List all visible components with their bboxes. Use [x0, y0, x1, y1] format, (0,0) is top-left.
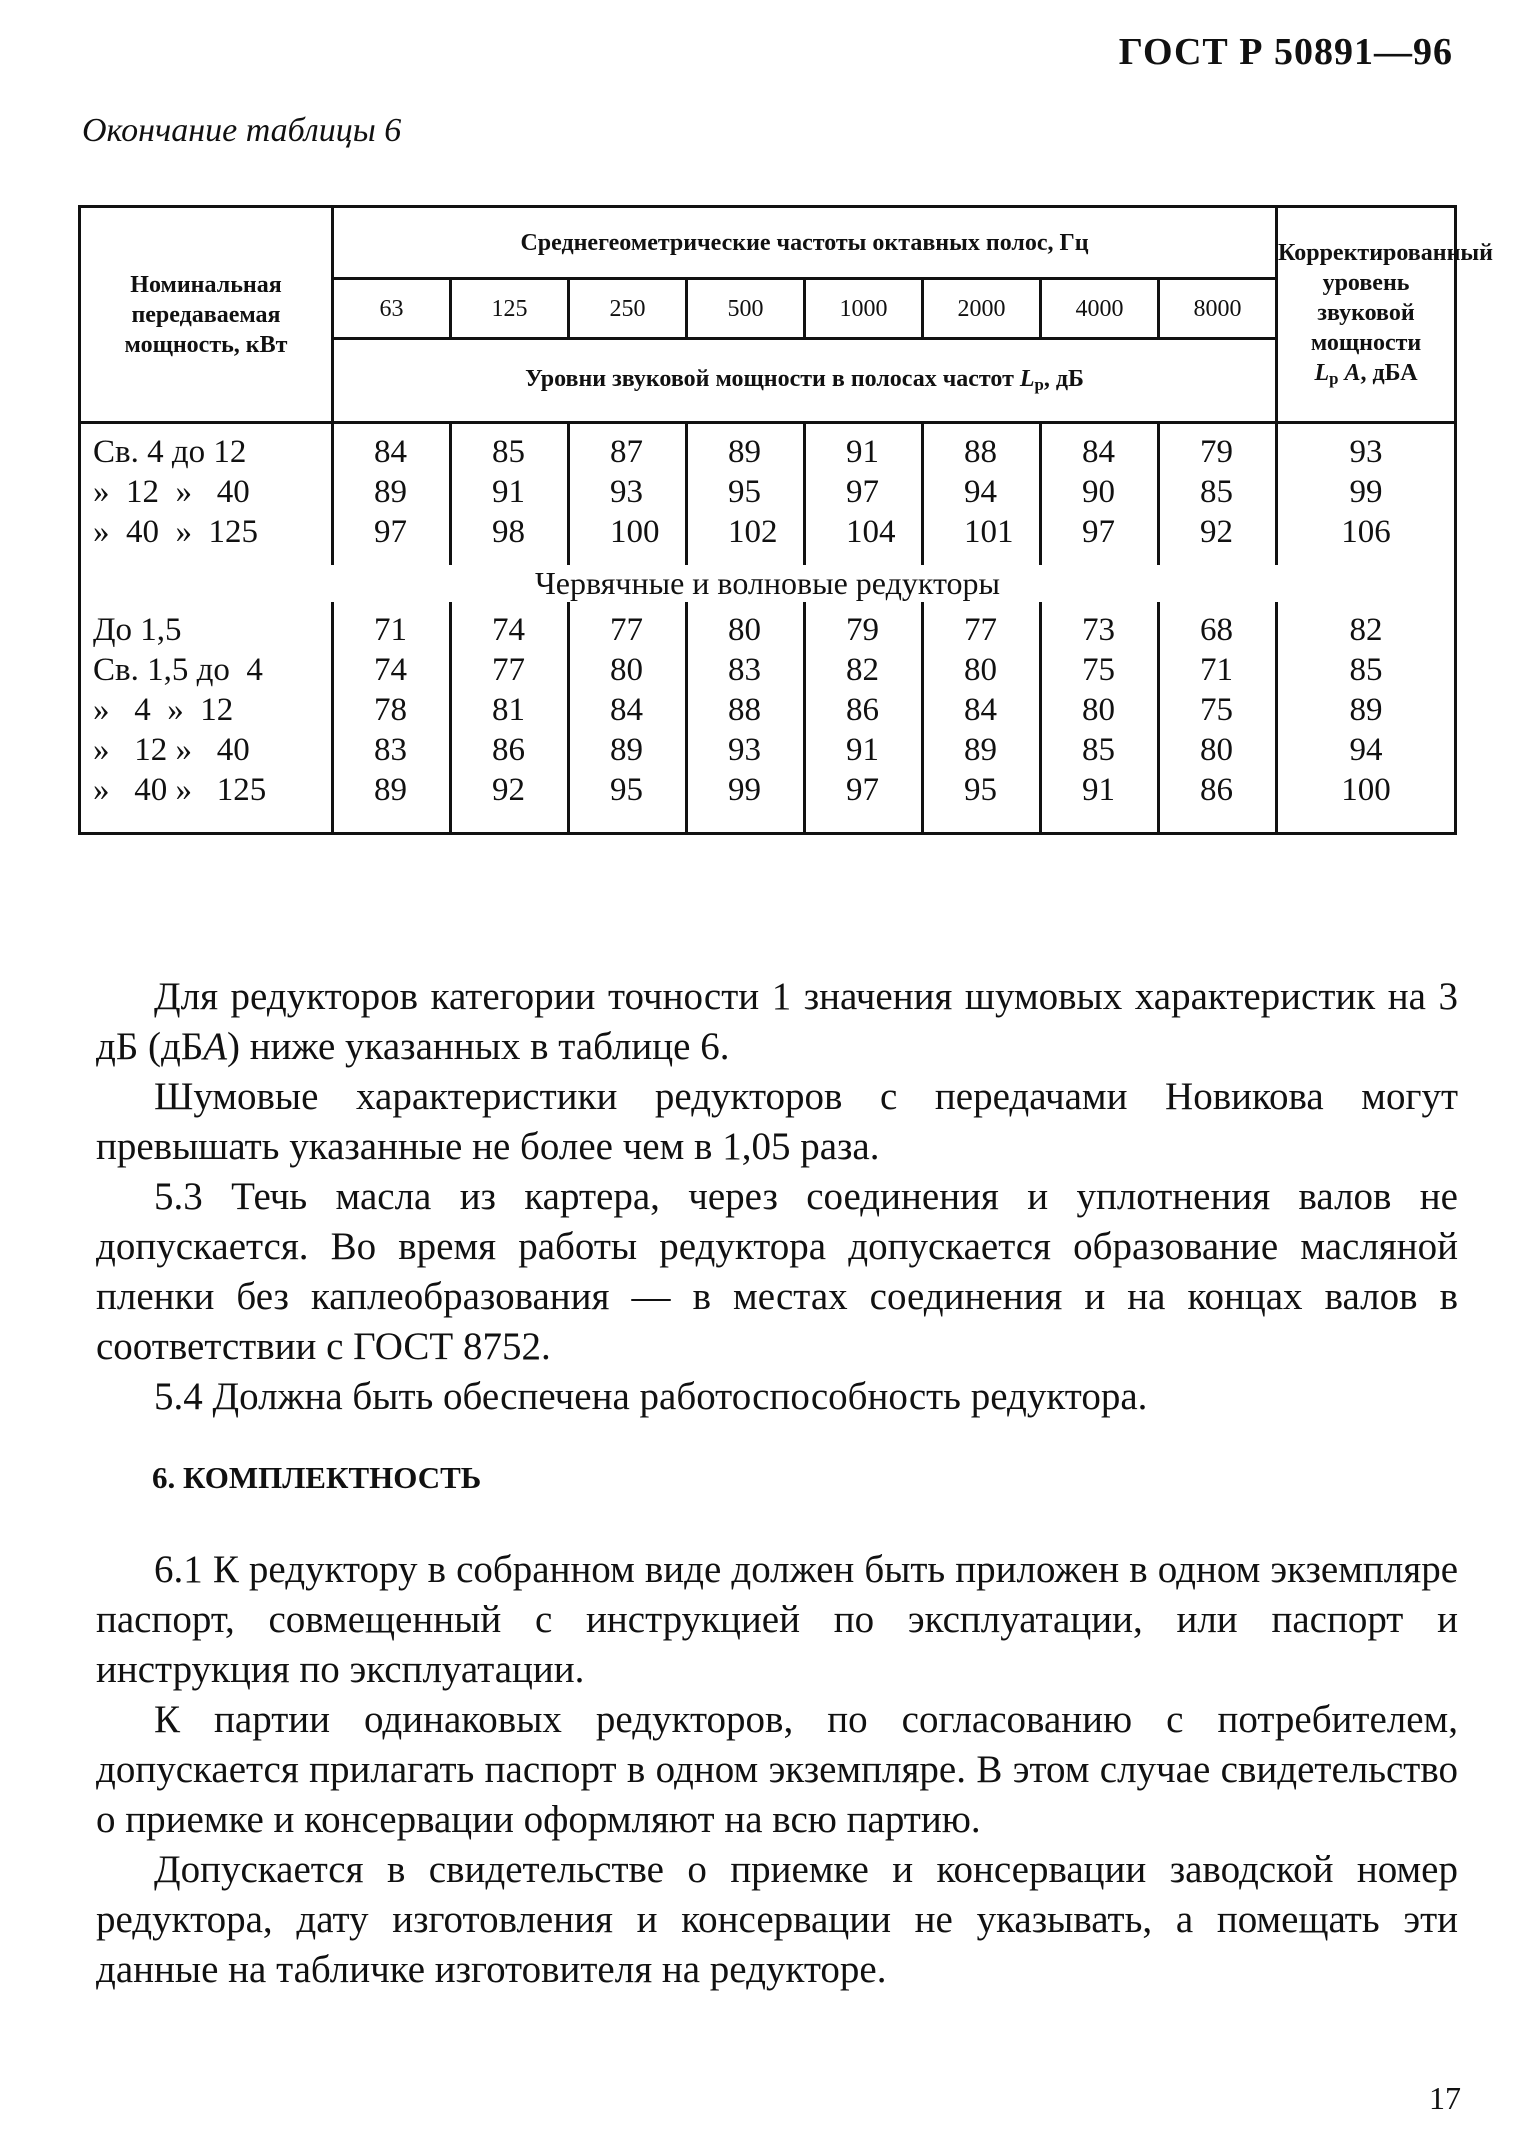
power-range-label: » 12 » 40 [93, 474, 250, 510]
paragraph-accuracy-class-italic: А [203, 1025, 228, 1068]
sound-level-value: 84 [610, 691, 643, 728]
sound-level-value: 95 [610, 771, 643, 808]
sound-level-column [333, 423, 451, 565]
sound-level-value: 88 [728, 691, 761, 728]
frequency-cell: 4000 [1041, 279, 1159, 339]
sound-level-value: 89 [374, 771, 407, 808]
corrected-level-header [1277, 207, 1493, 423]
sound-level-value: 80 [1200, 731, 1233, 768]
body-text-lower [96, 1545, 1458, 1995]
sound-level-column [687, 602, 805, 834]
paragraph-novikov: Шумовые характеристики редукторов с передачами Новикова могут превышать указанные не более чем в 1,05 раза. [96, 1075, 1458, 1168]
sound-level-value: 82 [846, 651, 879, 688]
page-number: 17 [1429, 2080, 1461, 2116]
sound-level-value: 77 [492, 651, 525, 688]
sound-level-value: 90 [1082, 474, 1115, 510]
paragraph-6-1: 6.1 К редуктору в собранном виде должен быть приложен в одном экземпляре паспорт, совмещенный с инструкцией по эксплуатации, или паспорт и инструкция по эксплуатации. [96, 1548, 1458, 1691]
group1-row [80, 423, 1456, 565]
sound-level-value: 94 [964, 474, 997, 510]
corrected-subscript: р [1329, 369, 1339, 389]
sound-level-value: 83 [374, 731, 407, 768]
power-range-label: Св. 4 до 12 [93, 434, 247, 470]
sound-level-value: 77 [964, 611, 997, 648]
corrected-level-value: 82 [1349, 611, 1383, 648]
document-standard-header: ГОСТ Р 50891—96 [1118, 31, 1453, 73]
sound-level-value: 92 [492, 771, 525, 808]
sound-level-value: 77 [610, 611, 643, 648]
sound-level-column [923, 602, 1041, 834]
sound-level-value: 73 [1082, 611, 1115, 648]
power-range-label: До 1,5 [93, 611, 182, 648]
sound-level-value: 71 [374, 611, 407, 648]
sound-level-value: 80 [964, 651, 997, 688]
noise-levels-table [78, 205, 1493, 835]
sound-level-value: 97 [1082, 514, 1115, 550]
sound-level-value: 88 [964, 434, 997, 470]
sound-level-value: 85 [1082, 731, 1115, 768]
sound-level-column [333, 602, 451, 834]
power-range-label: » 40 » 125 [93, 514, 258, 550]
frequency-cell: 250 [569, 279, 687, 339]
corrected-symbol: L [1314, 360, 1330, 387]
sound-level-column [569, 602, 687, 834]
sound-level-value: 99 [728, 771, 761, 808]
power-range-label: » 40 » 125 [93, 771, 267, 808]
sound-level-column [1041, 423, 1159, 565]
sound-level-column [451, 602, 569, 834]
sound-level-value: 81 [492, 691, 525, 728]
sound-level-value: 74 [374, 651, 407, 688]
sound-level-value: 68 [1200, 611, 1233, 648]
frequency-cell: 500 [687, 279, 805, 339]
levels-unit: , дБ [1043, 366, 1084, 393]
corrected-level-value: 106 [1341, 514, 1391, 550]
power-range-label: » 4 » 12 [93, 691, 234, 728]
sound-level-value: 91 [846, 731, 879, 768]
sound-level-column [805, 423, 923, 565]
frequency-cell: 1000 [805, 279, 923, 339]
sound-level-column [923, 423, 1041, 565]
paragraph-accuracy-class-end: ) ниже указанных в таблице 6. [227, 1025, 730, 1068]
sound-level-value: 92 [1200, 514, 1233, 550]
levels-symbol: L [1019, 366, 1035, 393]
sound-level-value: 100 [610, 514, 660, 550]
power-column-header: Номинальная передаваемая мощность, кВт [80, 207, 333, 423]
sound-level-value: 93 [728, 731, 761, 768]
sound-level-column [1159, 602, 1277, 834]
sound-level-value: 79 [1200, 434, 1233, 470]
sound-level-value: 97 [846, 474, 879, 510]
sound-level-value: 84 [374, 434, 407, 470]
sound-level-value: 87 [610, 434, 643, 470]
paragraph-batch: К партии одинаковых редукторов, по согласованию с потребителем, допускается прилагать паспорт в одном экземпляре. В этом случае свидетельство о приемке и консервации оформляют на всю партию. [96, 1698, 1458, 1841]
sound-level-value: 80 [1082, 691, 1115, 728]
corrected-level-column [1277, 602, 1456, 834]
corrected-level-value: 94 [1349, 731, 1383, 768]
section-title-completeness: 6. КОМПЛЕКТНОСТЬ [152, 1460, 482, 1495]
sound-level-column [687, 423, 805, 565]
sound-level-column [1041, 602, 1159, 834]
sound-level-value: 79 [846, 611, 879, 648]
sound-level-value: 80 [610, 651, 643, 688]
sound-level-value: 84 [1082, 434, 1115, 470]
corrected-level-value: 99 [1349, 474, 1383, 510]
sound-level-value: 71 [1200, 651, 1233, 688]
sound-level-value: 83 [728, 651, 761, 688]
power-range-label: » 12 » 40 [93, 731, 250, 768]
paragraph-accuracy-class [96, 972, 1458, 1072]
sound-level-value: 74 [492, 611, 525, 648]
sound-level-value: 93 [610, 474, 643, 510]
frequency-cell: 2000 [923, 279, 1041, 339]
sound-level-value: 80 [728, 611, 761, 648]
levels-subscript: р [1034, 375, 1044, 395]
frequency-cell: 125 [451, 279, 569, 339]
sound-level-value: 85 [1200, 474, 1233, 510]
sound-level-value: 89 [374, 474, 407, 510]
power-range-cell [80, 423, 333, 565]
corrected-symbol-a: A [1344, 360, 1361, 387]
frequency-cell: 8000 [1159, 279, 1277, 339]
corrected-level-value: 93 [1349, 434, 1383, 470]
sound-level-value: 89 [964, 731, 997, 768]
group2-row [80, 602, 1456, 834]
power-range-cell [80, 602, 333, 834]
frequency-group-header: Среднегеометрические частоты октавных полос, Гц [333, 207, 1277, 279]
body-text-upper [96, 972, 1458, 1422]
sound-level-value: 97 [374, 514, 407, 550]
sound-level-value: 95 [728, 474, 761, 510]
sound-level-value: 104 [846, 514, 896, 550]
sound-level-column [1159, 423, 1277, 565]
paragraph-serial-number: Допускается в свидетельстве о приемке и консервации заводской номер редуктора, дату изготовления и консервации не указывать, а помещать эти данные на табличке изготовителя на редукторе. [96, 1848, 1458, 1991]
sound-level-value: 84 [964, 691, 997, 728]
sound-level-value: 89 [610, 731, 643, 768]
sound-level-value: 75 [1200, 691, 1233, 728]
corrected-unit: , дБА [1360, 360, 1418, 387]
corrected-level-value: 85 [1349, 651, 1383, 688]
sound-level-value: 95 [964, 771, 997, 808]
sound-level-value: 85 [492, 434, 525, 470]
paragraph-5-3: 5.3 Течь масла из картера, через соединения и уплотнения валов не допускается. Во время работы редуктора допускается образование масляной пленки без каплеобразования — в местах соединения и на концах валов в соответствии с ГОСТ 8752. [96, 1175, 1458, 1368]
section-worm-gears-title: Червячные и волновые редукторы [534, 564, 1001, 601]
sound-level-value: 98 [492, 514, 525, 550]
noise-table-container [78, 205, 1493, 835]
frequency-cell: 63 [333, 279, 451, 339]
corrected-level-value: 89 [1349, 691, 1383, 728]
sound-level-value: 102 [728, 514, 778, 550]
corrected-level-value: 100 [1341, 771, 1391, 808]
sound-level-value: 86 [1200, 771, 1233, 808]
sound-level-value: 101 [964, 514, 1014, 550]
paragraph-5-4: 5.4 Должна быть обеспечена работоспособность редуктора. [154, 1375, 1148, 1418]
sound-level-value: 91 [492, 474, 525, 510]
table-caption: Окончание таблицы 6 [82, 112, 402, 149]
sound-level-value: 91 [1082, 771, 1115, 808]
sound-level-value: 86 [846, 691, 879, 728]
sound-level-value: 89 [728, 434, 761, 470]
sound-level-value: 97 [846, 771, 879, 808]
sound-level-value: 86 [492, 731, 525, 768]
corrected-level-column [1277, 423, 1456, 565]
sound-level-value: 78 [374, 691, 407, 728]
sound-level-column [805, 602, 923, 834]
levels-header [333, 339, 1277, 423]
paragraph-accuracy-class-text: Для редукторов категории точности 1 значения шумовых характеристик на 3 дБ (дБ [96, 975, 1458, 1068]
levels-header-text: Уровни звуковой мощности в полосах частот [525, 366, 1014, 393]
corrected-level-header-text: Корректированный уровень звуковой мощности [1278, 240, 1493, 357]
power-range-label: Св. 1,5 до 4 [93, 651, 263, 688]
sound-level-column [451, 423, 569, 565]
sound-level-column [569, 423, 687, 565]
sound-level-value: 91 [846, 434, 879, 470]
sound-level-value: 75 [1082, 651, 1115, 688]
